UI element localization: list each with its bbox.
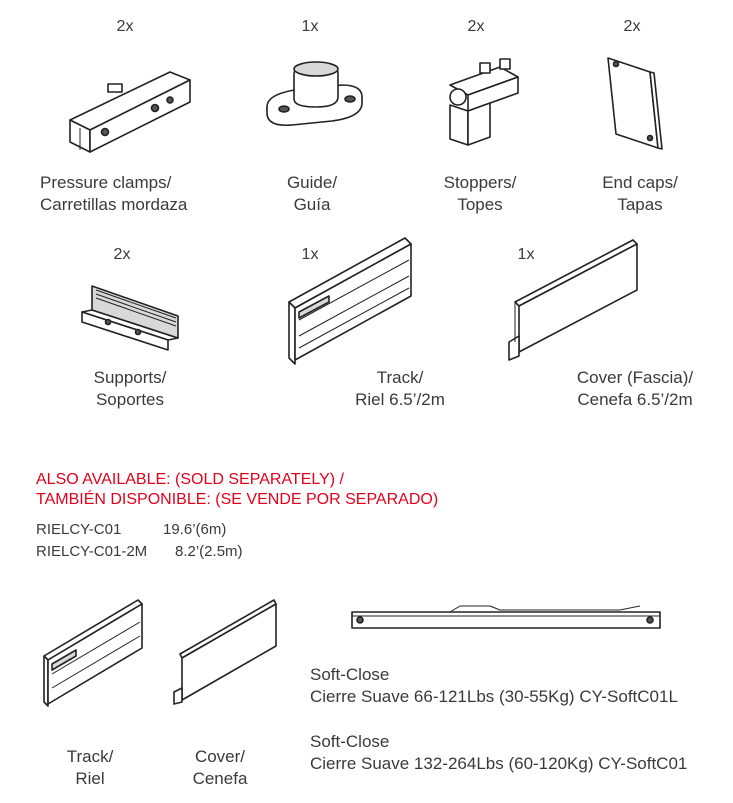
extra-track-label-es: Riel [75, 769, 105, 788]
extra-track-label-en: Track/ [66, 747, 114, 766]
supports-label-en: Supports/ [93, 368, 167, 387]
extra-cover-label-es: Cenefa [192, 769, 248, 788]
track-label [340, 367, 460, 411]
qty-cover: 1x [517, 246, 535, 263]
pressure-clamps-label [40, 172, 187, 216]
product-code: RIELCY-C01-2M [36, 543, 148, 560]
soft-close-light-spec: Cierre Suave 66-121Lbs (30-55Kg) CY-SoftC01L [310, 687, 678, 706]
guide-label-en: Guide/ [286, 173, 338, 192]
product-length: 8.2’(2.5m) [175, 543, 243, 560]
guide-label [262, 172, 362, 216]
end-caps-label [585, 172, 695, 216]
soft-close-heavy-title: Soft-Close [310, 732, 390, 751]
end-caps-label-en: End caps/ [602, 173, 678, 192]
floor-guide-icon [262, 55, 372, 135]
soft-close-light-title: Soft-Close [310, 665, 390, 684]
cover-label-es: Cenefa 6.5’/2m [577, 390, 693, 409]
guide-label-es: Guía [293, 195, 331, 214]
pressure-clamp-icon [60, 60, 200, 160]
stoppers-label [420, 172, 540, 216]
product-length: 19.6’(6m) [163, 521, 227, 538]
extra-track-label [50, 746, 130, 790]
soft-close-light [310, 664, 678, 708]
cover-icon [170, 598, 280, 703]
stopper-icon [440, 55, 530, 155]
soft-close-heavy [310, 731, 687, 775]
extra-cover-label-en: Cover/ [194, 747, 246, 766]
extra-cover-label [175, 746, 265, 790]
qty-track: 1x [301, 246, 319, 263]
cover-icon [505, 238, 640, 363]
also-available-heading-en: ALSO AVAILABLE: (SOLD SEPARATELY) / [36, 471, 344, 488]
qty-supports: 2x [113, 246, 131, 263]
qty-pressure-clamps: 2x [116, 18, 134, 35]
qty-guide: 1x [301, 18, 319, 35]
track-label-en: Track/ [376, 368, 424, 387]
soft-close-heavy-spec: Cierre Suave 132-264Lbs (60-120Kg) CY-SoftC01 [310, 754, 688, 773]
track-icon [40, 598, 145, 708]
cover-label [560, 367, 710, 411]
stoppers-label-en: Stoppers/ [443, 173, 517, 192]
also-available-heading-es: TAMBIÉN DISPONIBLE: (SE VENDE POR SEPARADO) [36, 491, 439, 508]
pressure-clamps-label-es: Carretillas mordaza [40, 195, 188, 214]
stoppers-label-es: Topes [457, 195, 503, 214]
qty-end-caps: 2x [623, 18, 641, 35]
track-label-es: Riel 6.5’/2m [355, 390, 445, 409]
supports-label [70, 367, 190, 411]
end-caps-label-es: Tapas [617, 195, 663, 214]
track-icon [285, 236, 415, 366]
soft-close-icon [350, 604, 664, 634]
qty-stoppers: 2x [467, 18, 485, 35]
product-code: RIELCY-C01 [36, 521, 122, 538]
support-icon [78, 282, 188, 362]
supports-label-es: Soportes [95, 390, 165, 409]
cover-label-en: Cover (Fascia)/ [576, 368, 694, 387]
pressure-clamps-label-en: Pressure clamps/ [40, 173, 172, 192]
end-cap-icon [600, 52, 670, 152]
